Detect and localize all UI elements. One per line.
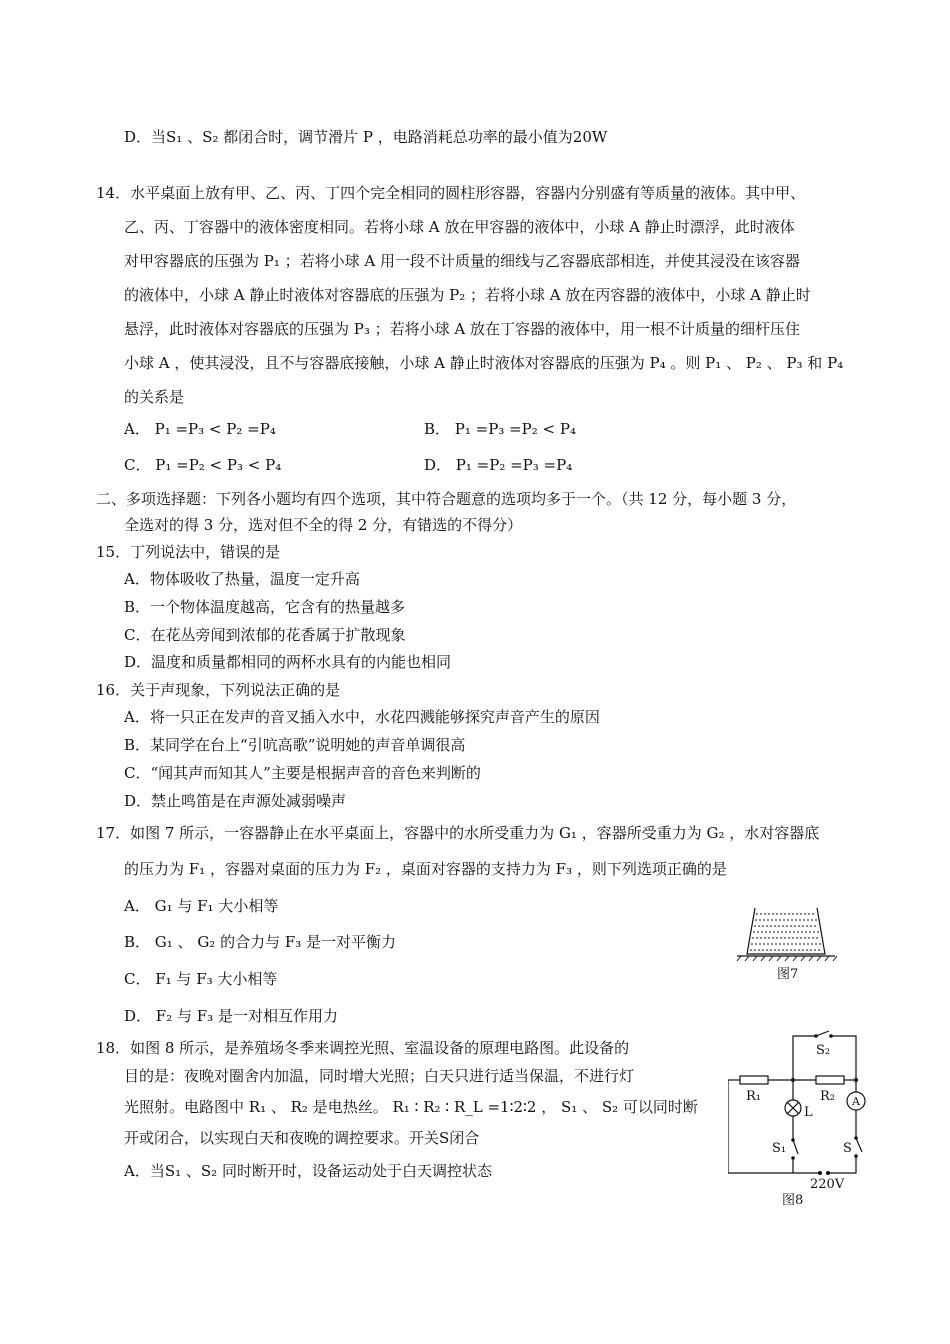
- label-s: S: [843, 1141, 852, 1156]
- q17-option-c: C． F₁ 与 F₃ 大小相等: [124, 970, 278, 988]
- q14-option-a: A． P₁ =P₃ < P₂ =P₄: [124, 420, 276, 438]
- left-bottom-wire: [728, 1080, 820, 1173]
- s-switch-blade: [856, 1138, 862, 1152]
- table-hatching: [737, 956, 837, 961]
- q16-option-b: B．某同学在台上“引吭高歌”说明她的声音单调很高: [124, 736, 466, 754]
- water-dashes: [750, 914, 822, 950]
- label-s1: S₁: [772, 1141, 787, 1156]
- q14-stem-line-4: 的液体中，小球 A 静止时液体对容器底的压强为 P₂ ；若将小球 A 放在丙容器的液体中，小球 A 静止时: [124, 286, 811, 304]
- q15-option-c: C．在花丛旁闻到浓郁的花香属于扩散现象: [124, 626, 406, 644]
- q14-stem-line-6: 小球 A ，使其浸没，且不与容器底接触，小球 A 静止时液体对容器底的压强为 P₄ 。则 P₁ 、 P₂ 、 P₃ 和 P₄: [124, 354, 844, 372]
- s2-left-wire: [793, 1036, 816, 1080]
- q16-option-c: C．“闻其声而知其人”主要是根据声音的音色来判断的: [124, 764, 481, 782]
- q15-stem: 15．丁列说法中，错误的是: [96, 543, 281, 561]
- q16-option-a: A．将一只正在发声的音叉插入水中，水花四溅能够探究声音产生的原因: [124, 708, 600, 726]
- q17-option-a: A． G₁ 与 F₁ 大小相等: [124, 897, 279, 915]
- q17-option-b: B． G₁ 、 G₂ 的合力与 F₃ 是一对平衡力: [124, 933, 397, 951]
- q18-stem-line-1: 18．如图 8 所示，是养殖场冬季来调控光照、室温设备的原理电路图。此设备的: [96, 1039, 630, 1057]
- label-r1: R₁: [746, 1089, 761, 1104]
- q15-option-b: B．一个物体温度越高，它含有的热量越多: [124, 598, 406, 616]
- figure-8-circuit-diagram: [728, 1028, 883, 1208]
- q14-option-b: B． P₁ =P₃ =P₂ < P₄: [424, 420, 576, 438]
- figure-7-container-diagram: [735, 896, 845, 984]
- figure-7-caption: 图7: [777, 967, 799, 982]
- q14-stem-line-2: 乙、丙、丁容器中的液体密度相同。若将小球 A 放在甲容器的液体中，小球 A 静止时漂浮，此时液体: [124, 218, 795, 236]
- container-outline: [747, 908, 825, 954]
- q14-stem-line-3: 对甲容器底的压强为 P₁ ；若将小球 A 用一段不计质量的细线与乙容器底部相连，并使其浸没在该容器: [124, 252, 801, 270]
- q14-option-c: C． P₁ =P₂ < P₃ < P₄: [124, 456, 282, 474]
- q15-option-a: A．物体吸收了热量，温度一定升高: [124, 570, 360, 588]
- section-2-heading-line-2: 全选对的得 3 分，选对但不全的得 2 分，有错选的不得分）: [124, 516, 523, 534]
- q14-stem-line-1: 14．水平桌面上放有甲、乙、丙、丁四个完全相同的圆柱形容器，容器内分别盛有等质量的液体。其中甲、: [96, 184, 806, 202]
- q18-option-a: A．当S₁ 、S₂ 同时断开时，设备运动处于白天调控状态: [124, 1162, 492, 1180]
- q18-stem-line-4: 开或闭合，以实现白天和夜晚的调控要求。开关S闭合: [124, 1129, 480, 1147]
- q15-option-d: D．温度和质量都相同的两杯水具有的内能也相同: [124, 653, 452, 671]
- label-voltage: 220V: [810, 1177, 845, 1192]
- r2-resistor: [816, 1076, 844, 1084]
- figure-8-caption: 图8: [782, 1193, 804, 1208]
- r1-resistor: [740, 1076, 768, 1084]
- s1-switch-blade: [793, 1140, 798, 1154]
- q18-stem-line-2: 目的是：夜晚对圈舍内加温，同时增大光照；白天只进行适当保温，不进行灯: [124, 1067, 635, 1085]
- section-2-heading-line-1: 二、多项选择题：下列各小题均有四个选项，其中符合题意的选项均多于一个。（共 12 分，每小题 3 分，: [96, 490, 797, 508]
- label-ammeter: A: [852, 1095, 860, 1108]
- s2-switch-blade: [816, 1031, 829, 1036]
- label-lamp: L: [804, 1105, 813, 1120]
- q14-stem-line-7: 的关系是: [124, 388, 185, 406]
- q17-option-d: D． F₂ 与 F₃ 是一对相互作用力: [124, 1007, 338, 1025]
- q16-option-d: D．禁止鸣笛是在声源处减弱噪声: [124, 792, 347, 810]
- s2-right-wire: [831, 1036, 856, 1080]
- q14-option-d: D． P₁ =P₂ =P₃ =P₄: [424, 456, 573, 474]
- label-s2: S₂: [816, 1043, 831, 1058]
- label-r2: R₂: [820, 1089, 835, 1104]
- right-bottom-wire: [828, 1156, 856, 1173]
- q18-stem-line-3: 光照射。电路图中 R₁ 、 R₂ 是电热丝。 R₁ ∶ R₂ ∶ R_L =1∶2∶2 ， S₁ 、 S₂ 可以同时断: [124, 1098, 698, 1116]
- q16-stem: 16．关于声现象，下列说法正确的是: [96, 681, 341, 699]
- q17-stem-line-1: 17．如图 7 所示，一容器静止在水平桌面上，容器中的水所受重力为 G₁ ，容器所受重力为 G₂ ，水对容器底: [96, 824, 820, 842]
- q17-stem-line-2: 的压力为 F₁ ，容器对桌面的压力为 F₂ ，桌面对容器的支持力为 F₃ ，则下列选项正确的是: [124, 860, 727, 878]
- q14-stem-line-5: 悬浮，此时液体对容器底的压强为 P₃ ；若将小球 A 放在丁容器的液体中，用一根不计质量的细杆压住: [124, 320, 801, 338]
- q13-option-d: D．当S₁ 、S₂ 都闭合时，调节滑片 P ，电路消耗总功率的最小值为20W: [124, 128, 608, 146]
